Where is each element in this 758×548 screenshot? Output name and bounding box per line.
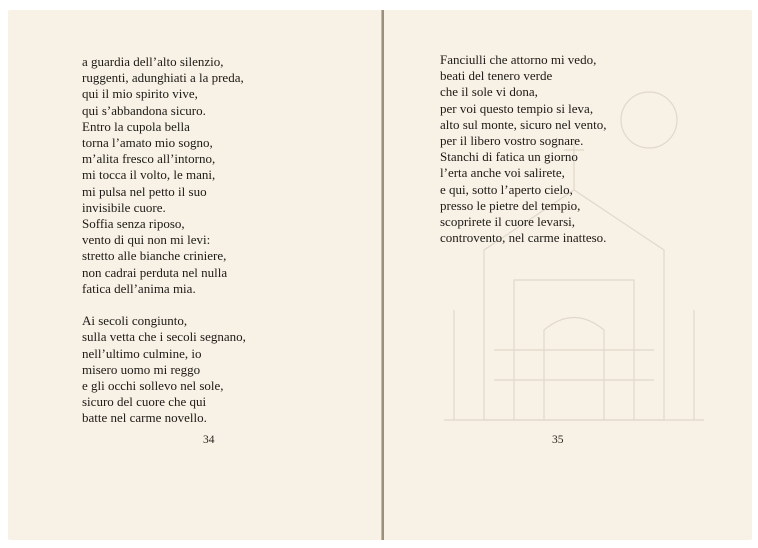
poem-line: batte nel carme novello. (82, 410, 207, 426)
poem-text-right (440, 52, 606, 246)
poem-line: scoprirete il cuore levarsi, (440, 214, 575, 230)
page-number-right: 35 (552, 434, 564, 446)
poem-line: Entro la cupola bella (82, 118, 190, 134)
right-page (384, 10, 752, 540)
poem-text-left (82, 54, 246, 427)
poem-line: e qui, sotto l’aperto cielo, (440, 181, 573, 197)
poem-line: stretto alle bianche criniere, (82, 248, 227, 264)
poem-line: e gli occhi sollevo nel sole, (82, 378, 224, 394)
poem-line: l’erta anche voi salirete, (440, 165, 565, 181)
poem-line: ruggenti, adunghiati a la preda, (82, 70, 244, 86)
poem-line: alto sul monte, sicuro nel vento, (440, 116, 607, 132)
poem-line: Soffia senza riposo, (82, 216, 185, 232)
poem-line: a guardia dell’alto silenzio, (82, 54, 224, 69)
poem-line: fatica dell’anima mia. (82, 280, 196, 296)
poem-line: Fanciulli che attorno mi vedo, (440, 52, 597, 67)
stanza-break (82, 297, 246, 313)
poem-line: nell’ultimo culmine, io (82, 345, 202, 361)
poem-line: mi tocca il volto, le mani, (82, 167, 216, 183)
poem-line: qui s’abbandona sicuro. (82, 102, 206, 118)
poem-line: misero uomo mi reggo (82, 361, 201, 377)
poem-line: controvento, nel carme inatteso. (440, 230, 607, 246)
poem-line: vento di qui non mi levi: (82, 232, 211, 248)
poem-line: che il sole vi dona, (440, 84, 538, 100)
poem-line: mi pulsa nel petto il suo (82, 183, 207, 199)
poem-line: per il libero vostro sognare. (440, 133, 584, 149)
poem-line: invisibile cuore. (82, 199, 166, 215)
poem-line: sicuro del cuore che qui (82, 394, 207, 410)
poem-line: non cadrai perduta nel nulla (82, 264, 228, 280)
left-page (8, 10, 382, 540)
poem-line: torna l’amato mio sogno, (82, 135, 213, 151)
poem-line: Stanchi di fatica un giorno (440, 149, 578, 165)
poem-line: beati del tenero verde (440, 68, 553, 84)
poem-line: per voi questo tempio si leva, (440, 100, 594, 116)
page-number-left: 34 (203, 434, 215, 446)
poem-line: sulla vetta che i secoli segnano, (82, 329, 246, 345)
poem-line: m’alita fresco all’intorno, (82, 151, 216, 167)
poem-line: Ai secoli congiunto, (82, 313, 188, 329)
poem-line: presso le pietre del tempio, (440, 197, 581, 213)
poem-line: qui il mio spirito vive, (82, 86, 198, 102)
